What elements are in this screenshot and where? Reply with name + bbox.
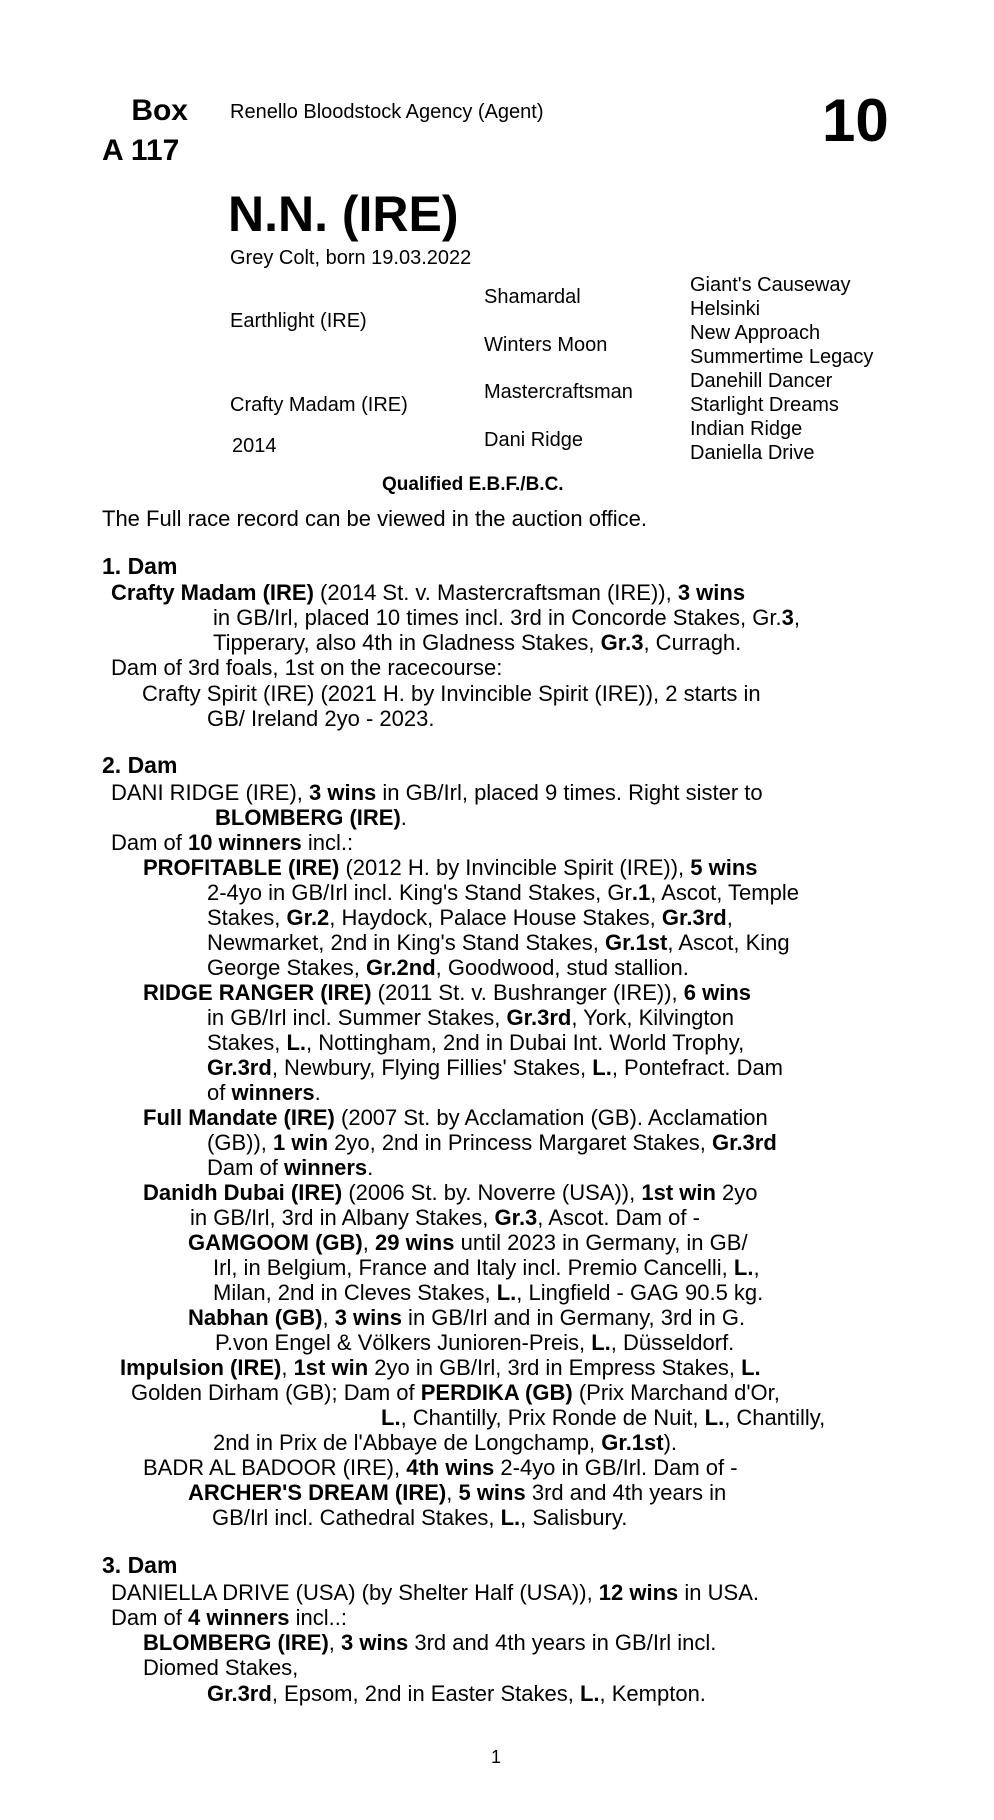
text: until 2023 in Germany, in GB/ bbox=[454, 1230, 748, 1255]
text: , York, Kilvington bbox=[571, 1005, 735, 1030]
text: Stakes, bbox=[207, 1030, 287, 1055]
text: Crafty Spirit (IRE) (2021 H. by Invincible Spirit (IRE)), 2 starts in bbox=[142, 681, 761, 706]
pedigree-sire-dam: Winters Moon bbox=[484, 334, 608, 356]
offspring-full-mandate-line bbox=[207, 1156, 896, 1181]
text: in USA. bbox=[678, 1580, 759, 1605]
bold-text: 4th wins bbox=[406, 1455, 495, 1480]
text: , Haydock, Palace House Stakes, bbox=[329, 905, 662, 930]
bold-text: L. bbox=[704, 1405, 725, 1430]
text: , bbox=[753, 1255, 760, 1280]
bold-text: Gr.3rd bbox=[207, 1055, 272, 1080]
text: , bbox=[446, 1480, 459, 1505]
bold-text: L. bbox=[741, 1355, 761, 1380]
bold-text: 3 wins bbox=[309, 780, 377, 805]
dam2-entry bbox=[111, 781, 896, 806]
bold-text: L. bbox=[286, 1030, 307, 1055]
horse-name: N.N. (IRE) bbox=[228, 186, 459, 242]
section-heading-dam3: 3. Dam bbox=[102, 1552, 178, 1578]
text: 2-4yo in GB/Irl incl. King's Stand Stakes, Gr bbox=[207, 880, 632, 905]
bold-text: Gr.3rd bbox=[207, 1681, 272, 1706]
text: Newmarket, 2nd in King's Stand Stakes, bbox=[207, 930, 605, 955]
bold-text: 6 wins bbox=[683, 980, 752, 1005]
text: Milan, 2nd in Cleves Stakes, bbox=[213, 1280, 497, 1305]
offspring-nabhan-line bbox=[215, 1331, 878, 1356]
bold-text: 10 winners bbox=[188, 830, 302, 855]
text: . bbox=[400, 805, 407, 830]
pedigree-g3-7: Indian Ridge bbox=[690, 418, 803, 440]
pedigree-dam-dam: Dani Ridge bbox=[484, 429, 583, 451]
bold-text: PERDIKA (GB) bbox=[420, 1380, 573, 1405]
offspring-blomberg-line bbox=[207, 1682, 896, 1707]
bold-text: BLOMBERG (IRE) bbox=[215, 805, 401, 830]
text: (GB)), bbox=[207, 1130, 273, 1155]
text: Dam of bbox=[207, 1155, 285, 1180]
text: 2yo, 2nd in Princess Margaret Stakes, bbox=[328, 1130, 712, 1155]
bold-text: Impulsion (IRE) bbox=[120, 1355, 282, 1380]
offspring-impulsion bbox=[120, 1356, 896, 1381]
bold-text: L. bbox=[579, 1681, 600, 1706]
text: , Ascot, King bbox=[667, 930, 790, 955]
text: DANIELLA DRIVE (USA) (by Shelter Half (USA)), bbox=[111, 1580, 599, 1605]
text: , Chantilly, bbox=[724, 1405, 826, 1430]
text: . bbox=[314, 1080, 321, 1105]
text: GB/Irl incl. Cathedral Stakes, bbox=[212, 1505, 501, 1530]
text: 2yo in GB/Irl, 3rd in Empress Stakes, bbox=[368, 1355, 742, 1380]
dam1-foal-entry-line bbox=[207, 707, 897, 732]
text: , bbox=[726, 905, 733, 930]
bold-text: winners bbox=[231, 1080, 315, 1105]
bold-text: ARCHER'S DREAM (IRE) bbox=[188, 1480, 447, 1505]
qualified-note: Qualified E.B.F./B.C. bbox=[382, 474, 564, 495]
text: Irl, in Belgium, France and Italy incl. Premio Cancelli, bbox=[213, 1255, 734, 1280]
offspring-gamgoom bbox=[188, 1231, 878, 1256]
bold-text: L. bbox=[733, 1255, 754, 1280]
pedigree-g3-2: Helsinki bbox=[690, 298, 761, 320]
bold-text: PROFITABLE (IRE) bbox=[143, 855, 340, 880]
bold-text: L. bbox=[381, 1405, 401, 1430]
bold-text: L. bbox=[500, 1505, 521, 1530]
text: incl..: bbox=[289, 1605, 347, 1630]
bold-text: 1st win bbox=[293, 1355, 369, 1380]
section-heading-dam2: 2. Dam bbox=[102, 752, 178, 778]
text: , Ascot. Dam of - bbox=[537, 1205, 700, 1230]
text: , Ascot, Temple bbox=[650, 880, 799, 905]
text: Dam of bbox=[111, 830, 189, 855]
agent-name: Renello Bloodstock Agency (Agent) bbox=[230, 101, 544, 123]
text: Dam of bbox=[111, 1605, 189, 1630]
pedigree-g3-1: Giant's Causeway bbox=[690, 274, 851, 296]
text: 3rd and 4th years in GB/Irl incl. bbox=[408, 1630, 717, 1655]
offspring-impulsion-line bbox=[131, 1381, 896, 1406]
bold-text: L. bbox=[496, 1280, 517, 1305]
text: , bbox=[281, 1355, 294, 1380]
text: Stakes, bbox=[207, 905, 287, 930]
bold-text: Gr.3rd bbox=[661, 905, 727, 930]
dam2-entry-line bbox=[215, 806, 896, 831]
box-label: Box bbox=[131, 94, 188, 127]
bold-text: Gr.3rd bbox=[711, 1130, 777, 1155]
text: incl.: bbox=[301, 830, 354, 855]
offspring-archers-dream-line bbox=[212, 1506, 878, 1531]
bold-text: Gr.1st bbox=[601, 1430, 664, 1455]
bold-text: Gr.1st bbox=[604, 930, 668, 955]
offspring-danidh-dubai-line bbox=[190, 1206, 896, 1231]
text: George Stakes, bbox=[207, 955, 366, 980]
dam1-foal-entry bbox=[142, 682, 897, 707]
text: (2011 St. v. Bushranger (IRE)), bbox=[371, 980, 684, 1005]
offspring-badr-al-badoor bbox=[143, 1456, 896, 1481]
bold-text: L. bbox=[591, 1330, 611, 1355]
text: in GB/Irl, placed 10 times incl. 3rd in Concorde Stakes, Gr. bbox=[213, 605, 782, 630]
pedigree-g3-3: New Approach bbox=[690, 322, 821, 344]
text: (Prix Marchand d'Or, bbox=[572, 1380, 780, 1405]
text: (2007 St. by Acclamation (GB). Acclamation bbox=[334, 1105, 768, 1130]
pedigree-dam-sire: Mastercraftsman bbox=[484, 381, 633, 403]
pedigree-sire: Earthlight (IRE) bbox=[230, 310, 367, 332]
bold-text: RIDGE RANGER (IRE) bbox=[143, 980, 372, 1005]
bold-text: 5 wins bbox=[690, 855, 758, 880]
pedigree-sire-sire: Shamardal bbox=[484, 286, 581, 308]
text: , Newbury, Flying Fillies' Stakes, bbox=[271, 1055, 593, 1080]
page-number: 1 bbox=[491, 1747, 502, 1767]
box-number: A 117 bbox=[102, 134, 180, 167]
text: , Kempton. bbox=[599, 1681, 706, 1706]
offspring-ridge-ranger-line bbox=[207, 1031, 896, 1056]
text: BADR AL BADOOR (IRE), bbox=[143, 1455, 407, 1480]
bold-text: L. bbox=[592, 1055, 612, 1080]
offspring-danidh-dubai bbox=[143, 1181, 896, 1206]
offspring-profitable-line bbox=[207, 881, 896, 906]
bold-text: 3 bbox=[781, 605, 794, 630]
text: 2nd in Prix de l'Abbaye de Longchamp, bbox=[213, 1430, 602, 1455]
text: , bbox=[362, 1230, 375, 1255]
bold-text: winners bbox=[284, 1155, 368, 1180]
offspring-gamgoom-line bbox=[213, 1256, 842, 1281]
offspring-ridge-ranger bbox=[143, 981, 896, 1006]
bold-text: Nabhan (GB) bbox=[188, 1305, 323, 1330]
offspring-profitable-line bbox=[207, 956, 896, 981]
lot-number: 10 bbox=[822, 87, 889, 154]
pedigree-g3-6: Starlight Dreams bbox=[690, 394, 839, 416]
text: , Chantilly, Prix Ronde de Nuit, bbox=[400, 1405, 705, 1430]
text: , Düsseldorf. bbox=[610, 1330, 735, 1355]
bold-text: Full Mandate (IRE) bbox=[143, 1105, 335, 1130]
text: , Goodwood, stud stallion. bbox=[435, 955, 689, 980]
text: , bbox=[328, 1630, 341, 1655]
text: 2yo bbox=[715, 1180, 758, 1205]
bold-text: 3 wins bbox=[334, 1305, 402, 1330]
bold-text: 3 wins bbox=[341, 1630, 409, 1655]
text: DANI RIDGE (IRE), bbox=[111, 780, 310, 805]
dam2-winners bbox=[111, 831, 896, 856]
offspring-profitable-line bbox=[207, 906, 896, 931]
text: (2006 St. by. Noverre (USA)), bbox=[342, 1180, 642, 1205]
text: 2-4yo in GB/Irl. Dam of - bbox=[494, 1455, 738, 1480]
dam1-entry bbox=[111, 581, 896, 606]
bold-text: 29 wins bbox=[375, 1230, 455, 1255]
bold-text: 5 wins bbox=[458, 1480, 526, 1505]
bold-text: Gr.3 bbox=[494, 1205, 538, 1230]
offspring-ridge-ranger-line bbox=[207, 1056, 896, 1081]
text: , Nottingham, 2nd in Dubai Int. World Trophy, bbox=[306, 1030, 745, 1055]
bold-text: BLOMBERG (IRE) bbox=[143, 1630, 329, 1655]
offspring-ridge-ranger-line bbox=[207, 1006, 896, 1031]
dam1-foals bbox=[111, 656, 896, 681]
text: (2014 St. v. Mastercraftsman (IRE)), bbox=[313, 580, 678, 605]
bold-text: Danidh Dubai (IRE) bbox=[143, 1180, 343, 1205]
text: , Curragh. bbox=[643, 630, 742, 655]
offspring-profitable-line bbox=[207, 931, 896, 956]
offspring-ridge-ranger-line bbox=[207, 1081, 896, 1106]
text: , Epsom, 2nd in Easter Stakes, bbox=[271, 1681, 580, 1706]
pedigree-g3-4: Summertime Legacy bbox=[690, 346, 874, 368]
bold-text: .1 bbox=[631, 880, 651, 905]
offspring-full-mandate bbox=[143, 1106, 896, 1131]
text: P.von Engel & Völkers Junioren-Preis, bbox=[215, 1330, 592, 1355]
text: Diomed Stakes, bbox=[143, 1655, 299, 1680]
text: Golden Dirham (GB); Dam of bbox=[131, 1380, 421, 1405]
pedigree-g3-8: Daniella Drive bbox=[690, 442, 815, 464]
bold-text: 12 wins bbox=[598, 1580, 679, 1605]
offspring-gamgoom-line bbox=[213, 1281, 842, 1306]
text: , Pontefract. Dam bbox=[611, 1055, 784, 1080]
dam1-entry-line bbox=[213, 606, 896, 631]
section-heading-dam1: 1. Dam bbox=[102, 553, 178, 579]
bold-text: Gr.2 bbox=[286, 905, 330, 930]
text: of bbox=[207, 1080, 232, 1105]
text: Tipperary, also 4th in Gladness Stakes, bbox=[213, 630, 601, 655]
offspring-blomberg bbox=[143, 1631, 896, 1656]
text: . bbox=[367, 1155, 374, 1180]
text: in GB/Irl, 3rd in Albany Stakes, bbox=[190, 1205, 495, 1230]
offspring-archers-dream bbox=[188, 1481, 878, 1506]
text: in GB/Irl, placed 9 times. Right sister to bbox=[376, 780, 763, 805]
text: , bbox=[793, 605, 800, 630]
offspring-impulsion-line bbox=[213, 1431, 896, 1456]
pedigree-g3-5: Danehill Dancer bbox=[690, 370, 833, 392]
dam1-entry-line bbox=[213, 631, 896, 656]
text: , bbox=[322, 1305, 335, 1330]
horse-name-bold: Crafty Madam (IRE) bbox=[111, 580, 314, 605]
bold-text: GAMGOOM (GB) bbox=[188, 1230, 363, 1255]
text: , Salisbury. bbox=[520, 1505, 628, 1530]
pedigree-dam-year: 2014 bbox=[232, 435, 277, 457]
full-record-note: The Full race record can be viewed in the auction office. bbox=[102, 506, 648, 531]
offspring-profitable bbox=[143, 856, 896, 881]
bold-text: 4 winners bbox=[188, 1605, 290, 1630]
bold-text: Gr.3 bbox=[600, 630, 644, 655]
offspring-impulsion-line bbox=[381, 1406, 896, 1431]
text: in GB/Irl incl. Summer Stakes, bbox=[207, 1005, 507, 1030]
bold-text: 1 win bbox=[273, 1130, 329, 1155]
text: Dam of 3rd foals, 1st on the racecourse: bbox=[111, 655, 503, 680]
dam3-entry bbox=[111, 1581, 896, 1606]
text: , Lingfield - GAG 90.5 kg. bbox=[516, 1280, 764, 1305]
bold-text: 3 wins bbox=[677, 580, 746, 605]
text: ). bbox=[663, 1430, 678, 1455]
bold-text: Gr.3rd bbox=[506, 1005, 572, 1030]
text: GB/ Ireland 2yo - 2023. bbox=[207, 706, 435, 731]
horse-description: Grey Colt, born 19.03.2022 bbox=[230, 247, 472, 269]
bold-text: Gr.2nd bbox=[365, 955, 436, 980]
pedigree-dam: Crafty Madam (IRE) bbox=[230, 394, 408, 416]
text: in GB/Irl and in Germany, 3rd in G. bbox=[401, 1305, 746, 1330]
dam3-winners bbox=[111, 1606, 896, 1631]
offspring-full-mandate-line bbox=[207, 1131, 896, 1156]
offspring-blomberg-line bbox=[143, 1656, 896, 1681]
text: (2012 H. by Invincible Spirit (IRE)), bbox=[339, 855, 691, 880]
offspring-nabhan bbox=[188, 1306, 878, 1331]
text: 3rd and 4th years in bbox=[525, 1480, 727, 1505]
bold-text: 1st win bbox=[641, 1180, 716, 1205]
